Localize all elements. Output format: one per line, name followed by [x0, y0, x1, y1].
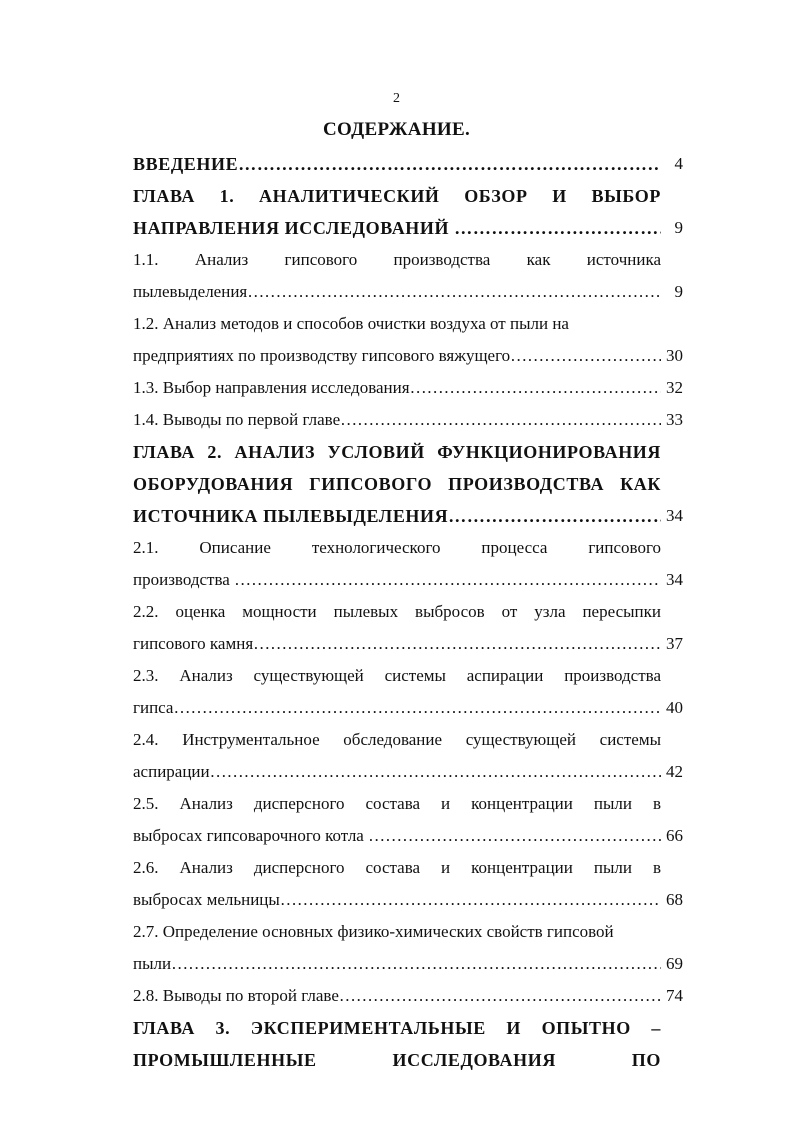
toc-entry-intro-page: 4 — [674, 154, 683, 173]
toc-entry-2-1-line2[interactable] — [133, 564, 693, 596]
toc-entry-2-1-label-2: производства ………………………………………………………………………………………………………………………………………………………………………………………… — [133, 570, 661, 589]
toc-entry-2-4-label-2: аспирации ………………………………………………………………………………………………………………………………………………………………………………………… — [133, 762, 661, 781]
toc-entry-1-4[interactable] — [133, 404, 693, 436]
toc-entry-2-7-label-2: пыли ………………………………………………………………………………………………………………………………………………………………………………………… — [133, 954, 661, 973]
toc-entry-2-3-line1[interactable] — [133, 660, 693, 692]
toc-entry-ch2-label-1: ГЛАВА 2. АНАЛИЗ УСЛОВИЙ ФУНКЦИОНИРОВАНИЯ — [133, 442, 661, 462]
toc-entry-1-2-page: 30 — [666, 346, 683, 365]
toc-entry-1-2-label-1: 1.2. Анализ методов и способов очистки воздуха от пыли на — [133, 314, 569, 333]
toc-entry-2-6-label-1: 2.6. Анализ дисперсного состава и концентрации пыли в — [133, 858, 661, 877]
toc-entry-2-3-page: 40 — [666, 698, 683, 717]
toc-entry-2-3-label-2: гипса ………………………………………………………………………………………………………………………………………………………………………………………… — [133, 698, 661, 717]
toc-entry-ch3-line2[interactable] — [133, 1044, 693, 1076]
toc-entry-2-8-label: 2.8. Выводы по второй главе ………………………………………………………………………………………………………………………………………………………………………………………… — [133, 986, 661, 1005]
toc-entry-2-5-line2[interactable] — [133, 820, 693, 852]
toc-entry-1-1-line2[interactable] — [133, 276, 693, 308]
toc-entry-2-6-line1[interactable] — [133, 852, 693, 884]
toc-entry-1-1-label-2: пылевыделения ………………………………………………………………………………………………………………………………………………………………………………………… — [133, 282, 661, 301]
toc-entry-ch1-label-2: НАПРАВЛЕНИЯ ИССЛЕДОВАНИЙ ………………………………………………………………………………………………………………………………………………………………………………………… — [133, 218, 661, 238]
toc-entry-ch1-page: 9 — [674, 218, 683, 237]
toc-entry-1-1-label-1: 1.1. Анализ гипсового производства как источника — [133, 250, 661, 269]
toc-entry-1-4-page: 33 — [666, 410, 683, 429]
toc-entry-2-7-label-1: 2.7. Определение основных физико-химических свойств гипсовой — [133, 922, 614, 941]
page-number: 2 — [393, 91, 400, 106]
toc-entry-ch2-line1[interactable] — [133, 436, 693, 468]
toc-entry-ch2-label-2: ОБОРУДОВАНИЯ ГИПСОВОГО ПРОИЗВОДСТВА КАК — [133, 474, 661, 494]
toc-entry-ch2-line3[interactable] — [133, 500, 693, 532]
table-of-contents — [133, 148, 693, 1076]
toc-entry-1-3[interactable] — [133, 372, 693, 404]
toc-entry-2-6-page: 68 — [666, 890, 683, 909]
toc-entry-1-2-line1[interactable] — [133, 308, 693, 340]
toc-entry-2-5-line1[interactable] — [133, 788, 693, 820]
toc-entry-2-2-label-1: 2.2. оценка мощности пылевых выбросов от узла пересыпки — [133, 602, 661, 621]
toc-entry-2-1-line1[interactable] — [133, 532, 693, 564]
toc-entry-2-3-label-1: 2.3. Анализ существующей системы аспирации производства — [133, 666, 661, 685]
toc-entry-ch1-line2[interactable] — [133, 212, 693, 244]
toc-entry-1-2-label-2: предприятиях по производству гипсового вяжущего ………………………………………………………………………………………………………………………………………………………………………………………… — [133, 346, 661, 365]
toc-entry-ch1-line1[interactable] — [133, 180, 693, 212]
toc-entry-2-6-line2[interactable] — [133, 884, 693, 916]
toc-entry-1-4-label: 1.4. Выводы по первой главе ………………………………………………………………………………………………………………………………………………………………………………………… — [133, 410, 661, 429]
toc-entry-2-2-line1[interactable] — [133, 596, 693, 628]
toc-entry-1-1-page: 9 — [674, 282, 683, 301]
toc-entry-intro[interactable] — [133, 148, 693, 180]
toc-entry-2-1-page: 34 — [666, 570, 683, 589]
toc-entry-2-4-label-1: 2.4. Инструментальное обследование существующей системы — [133, 730, 661, 749]
toc-entry-2-8-page: 74 — [666, 986, 683, 1005]
toc-entry-2-5-label-2: выбросах гипсоварочного котла ………………………………………………………………………………………………………………………………………………………………………………………… — [133, 826, 661, 845]
toc-entry-2-5-page: 66 — [666, 826, 683, 845]
toc-entry-2-4-page: 42 — [666, 762, 683, 781]
toc-entry-ch2-line2[interactable] — [133, 468, 693, 500]
toc-entry-2-7-page: 69 — [666, 954, 683, 973]
toc-entry-2-7-line1[interactable] — [133, 916, 693, 948]
toc-entry-2-5-label-1: 2.5. Анализ дисперсного состава и концентрации пыли в — [133, 794, 661, 813]
toc-entry-ch3-line1[interactable] — [133, 1012, 693, 1044]
toc-title: СОДЕРЖАНИЕ. — [322, 119, 471, 140]
toc-entry-ch3-label-2: ПРОМЫШЛЕННЫЕ ИССЛЕДОВАНИЯ ПО — [133, 1050, 661, 1070]
toc-entry-ch1-label-1: ГЛАВА 1. АНАЛИТИЧЕСКИЙ ОБЗОР И ВЫБОР — [133, 186, 661, 206]
toc-entry-1-2-line2[interactable] — [133, 340, 693, 372]
toc-entry-2-4-line2[interactable] — [133, 756, 693, 788]
toc-entry-2-4-line1[interactable] — [133, 724, 693, 756]
toc-entry-2-2-page: 37 — [666, 634, 683, 653]
toc-entry-2-1-label-1: 2.1. Описание технологического процесса гипсового — [133, 538, 661, 557]
toc-entry-ch2-page: 34 — [666, 506, 683, 525]
toc-entry-intro-label: ВВЕДЕНИЕ ………………………………………………………………………………………………………………………………………………………………………………………… — [133, 154, 661, 174]
toc-entry-2-7-line2[interactable] — [133, 948, 693, 980]
toc-entry-1-3-page: 32 — [666, 378, 683, 397]
toc-entry-2-2-label-2: гипсового камня ………………………………………………………………………………………………………………………………………………………………………………………… — [133, 634, 661, 653]
toc-entry-ch3-label-1: ГЛАВА 3. ЭКСПЕРИМЕНТАЛЬНЫЕ И ОПЫТНО – — [133, 1018, 661, 1038]
toc-entry-1-3-label: 1.3. Выбор направления исследования ………………………………………………………………………………………………………………………………………………………………………………………… — [133, 378, 661, 397]
toc-entry-2-8[interactable] — [133, 980, 693, 1012]
toc-entry-2-2-line2[interactable] — [133, 628, 693, 660]
toc-entry-ch2-label-3: ИСТОЧНИКА ПЫЛЕВЫДЕЛЕНИЯ ………………………………………………………………………………………………………………………………………………………………………………………… — [133, 506, 661, 526]
toc-entry-2-6-label-2: выбросах мельницы ………………………………………………………………………………………………………………………………………………………………………………………… — [133, 890, 661, 909]
toc-entry-2-3-line2[interactable] — [133, 692, 693, 724]
toc-entry-1-1-line1[interactable] — [133, 244, 693, 276]
